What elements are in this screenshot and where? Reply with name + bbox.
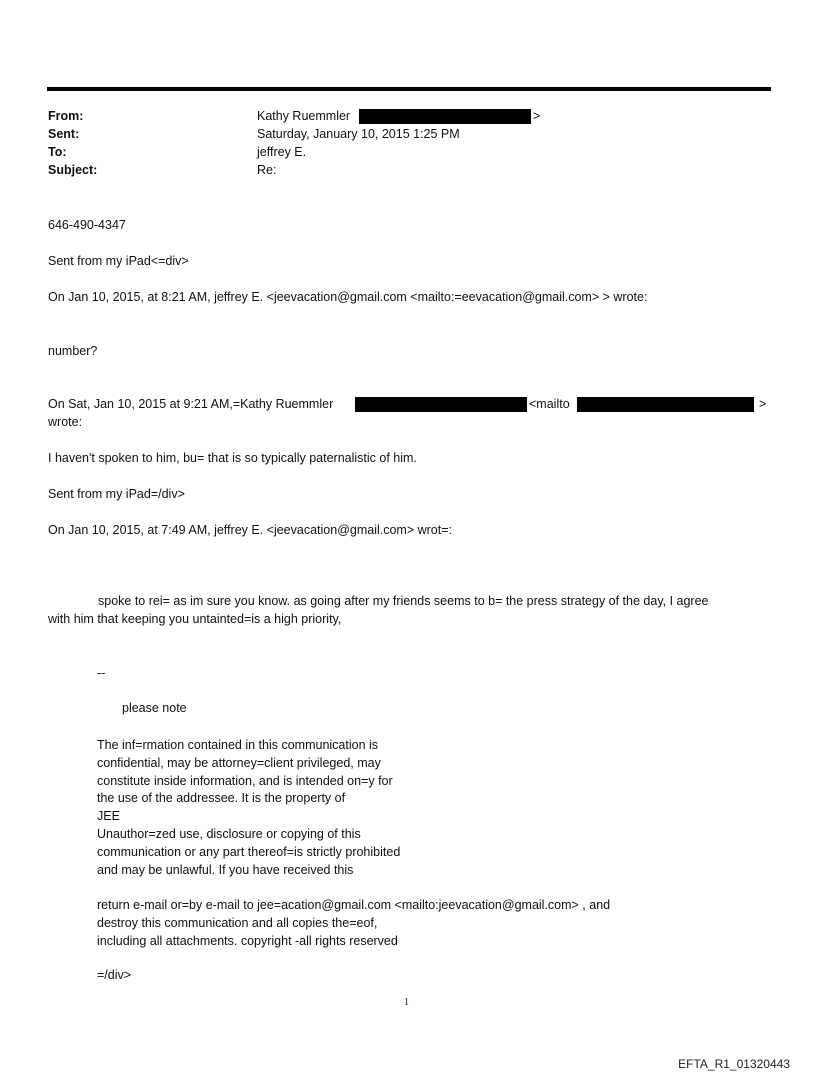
redaction-quote-email (355, 397, 527, 412)
please-note: please note (122, 701, 187, 715)
subject-value: Re: (257, 163, 277, 177)
signature-dashes: -- (97, 666, 106, 680)
notice-line: The inf=rmation contained in this communication is (97, 738, 379, 752)
redaction-mailto-email (577, 397, 754, 412)
message-line-2: with him that keeping you untainted=is a high priority, (48, 612, 342, 626)
to-value: jeffrey E. (257, 145, 307, 159)
div-close: =/div> (97, 968, 132, 982)
notice-line: Unauthor=zed use, disclosure or copying of this (97, 826, 361, 841)
notice-line: and may be unlawful. If you have received this (97, 862, 354, 877)
from-value: Kathy Ruemmler (257, 109, 351, 123)
document-id: EFTA_R1_01320443 (678, 1057, 790, 1071)
reply-line: I haven't spoken to him, bu= that is so typically paternalistic of him. (48, 451, 417, 465)
quote-header-2-wrote: wrote: (48, 415, 83, 429)
from-label: From: (48, 109, 84, 123)
quote-header-2: On Sat, Jan 10, 2015 at 9:21 AM,=Kathy Ruemmler (48, 397, 334, 411)
sent-label: Sent: (48, 127, 80, 141)
notice-line: JEE (97, 809, 120, 824)
page-number: 1 (404, 997, 409, 1008)
notice-line: communication or any part thereof=is strictly prohibited (97, 844, 401, 859)
phone-number: 646-490-4347 (48, 218, 126, 232)
return-notice (97, 897, 610, 950)
confidentiality-notice (97, 737, 400, 879)
quote-header-2-mailto: <mailto (529, 397, 570, 411)
notice-line: the use of the addressee. It is the property of (97, 791, 346, 806)
header-rule (47, 87, 771, 91)
quote-header-1: On Jan 10, 2015, at 8:21 AM, jeffrey E. <jeevacation@gmail.com <mailto:=eevacation@gmail.com> > wrote: (48, 290, 648, 304)
return-line: including all attachments. copyright -all rights reserved (97, 933, 398, 948)
subject-label: Subject: (48, 163, 98, 177)
return-line: destroy this communication and all copies the=eof, (97, 915, 378, 930)
to-label: To: (48, 145, 67, 159)
message-line-1: spoke to rei= as im sure you know. as going after my friends seems to b= the press strategy of the day, I agree (98, 594, 709, 608)
notice-line: constitute inside information, and is intended on=y for (97, 773, 393, 788)
redaction-from-email (359, 109, 531, 124)
number-question: number? (48, 344, 98, 358)
sent-from-ipad-1: Sent from my iPad<=div> (48, 254, 189, 268)
notice-line: confidential, may be attorney=client privileged, may (97, 755, 381, 770)
return-line: return e-mail or=by e-mail to jee=acation@gmail.com <mailto:jeevacation@gmail.com> , and (97, 898, 611, 912)
from-value-tail: > (533, 109, 541, 123)
quote-header-3: On Jan 10, 2015, at 7:49 AM, jeffrey E. <jeevacation@gmail.com> wrot=: (48, 523, 452, 537)
sent-from-ipad-2: Sent from my iPad=/div> (48, 487, 185, 501)
quote-header-2-end: > (759, 397, 767, 411)
sent-value: Saturday, January 10, 2015 1:25 PM (257, 127, 460, 141)
